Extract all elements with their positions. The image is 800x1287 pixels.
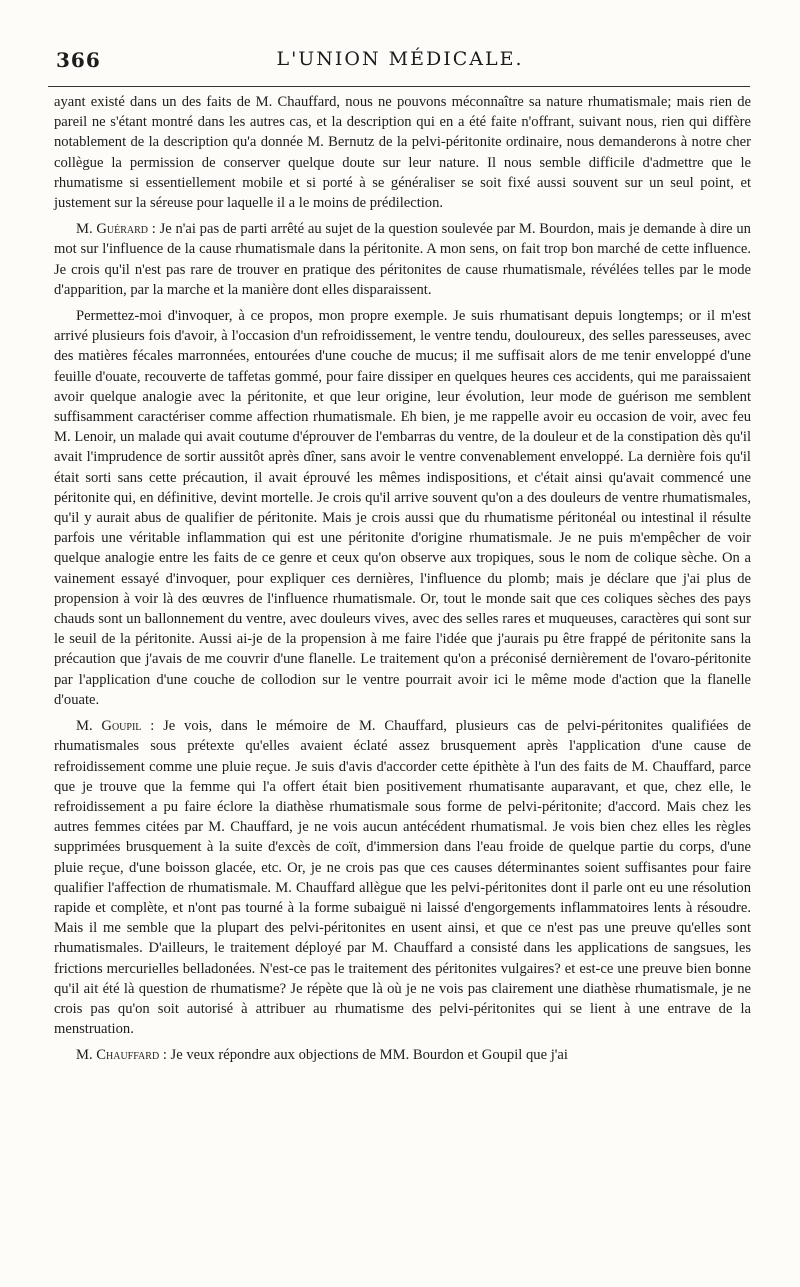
paragraph: [54, 92, 751, 213]
header-rule: [48, 86, 750, 87]
speaker-name: M. Chauffard :: [76, 1047, 167, 1064]
running-title: L'UNION MÉDICALE.: [276, 48, 524, 70]
paragraph: [54, 716, 751, 1039]
paragraph-text: Je veux répondre aux objections de MM. Bourdon et Goupil que j'ai: [170, 1047, 568, 1064]
body-text: [54, 92, 751, 1072]
paragraph-text: Je n'ai pas de parti arrêté au sujet de la question soulevée par M. Bourdon, mais je demande à dire un mot sur l'influence de la cause rhumatismale dans la péritonite. A mon sens, on fait trop bon marché de cette influence. Je crois qu'il n'est pas rare de trouver en pratique des péritonites de cause rhumatismale, révélées telles par le mode d'apparition, par la marche et la manière dont elles disparaissent.: [54, 221, 751, 298]
paragraph-text: Je vois, dans le mémoire de M. Chauffard, plusieurs cas de pelvi-péritonites qualifiées de rhumatismales sous prétexte qu'elles avaient éclaté assez brusquement après l'application d'une cause de refroidissement comme une pluie reçue. Je suis d'avis d'accorder cette épithète à l'un des faits de M. Chauffard, parce que je trouve que la femme qui l'a offert était bien positivement rhumatisante auparavant, et que, chez elle, le refroidissement a pu faire éclore la diathèse rhumatismale sous forme de pelvi-péritonite; d'accord. Mais chez les autres femmes citées par M. Chauffard, je ne vois aucun antécédent rhumatismal. Je vois bien chez elles les règles supprimées brusquement à la suite d'excès de coït, d'immersion dans l'eau froide de quelque partie du corps, d'une pluie reçue, d'une boisson glacée, etc. Or, je ne crois pas que ces causes déterminantes soient suffisantes pour faire qualifier l'affection de rhumatismale. M. Chauffard allègue que les pelvi-péritonites dont il parle ont eu une résolution rapide et complète, et n'ont pas tourné à la forme subaiguë ni laissé d'engorgements inflammatoires lents à résoudre. Mais il me semble que la plupart des pelvi-péritonites en usent ainsi, et que ce n'est pas une preuve qu'elles sont rhumatismales. D'ailleurs, le traitement déployé par M. Chauffard a consisté dans les applications de sangsues, les frictions mercurielles belladonées. N'est-ce pas le traitement des péritonites vulgaires? et est-ce une preuve bien bonne qu'il ait été là question de rhumatisme? Je répète que là où je ne vois pas clairement une diathèse rhumatismale, je ne crois pas qu'on soit autorisé à attribuer au rhumatisme des pelvi-péritonites qui se lient à une entrave de la menstruation.: [54, 718, 751, 1038]
page-number: 366: [56, 48, 101, 72]
paragraph: [54, 306, 751, 710]
speaker-name: M. Guérard :: [76, 221, 156, 238]
page-header: [50, 42, 750, 78]
speaker-name: M. Goupil :: [76, 718, 155, 735]
paragraph-text: Permettez-moi d'invoquer, à ce propos, mon propre exemple. Je suis rhumatisant depuis longtemps; or il m'est arrivé plusieurs fois d'avoir, à l'occasion d'un refroidissement, le ventre tendu, douloureux, des selles paresseuses, avec des matières fécales marronnées, entourées d'une couche de mucus; il me suffisait alors de me tenir enveloppé d'une feuille d'ouate, recouverte de taffetas gommé, pour faire dissiper en quelques heures ces accidents, qui me paraissaient avoir quelque analogie avec la péritonite, et que leur origine, leur évolution, leur mode de guérison me semblent suffisamment caractériser comme affection rhumatismale. Eh bien, je me rappelle avoir eu occasion de voir, avec feu M. Lenoir, un malade qui avait coutume d'éprouver de l'embarras du ventre, de la douleur et de la constipation dès qu'il avait l'imprudence de sortir aussitôt après dîner, sans avoir le ventre convenablement enveloppé. La dernière fois qu'il était sorti sans cette précaution, il avait éprouvé les mêmes indispositions, et c'était ainsi qu'avait commencé une péritonite qui, en définitive, devint mortelle. Je crois qu'il arrive souvent qu'on a des douleurs de ventre rhumatismales, qu'il y aurait abus de qualifier de péritonite. Mais je crois aussi que du rhumatisme péritonéal ou intestinal il résulte parfois une véritable inflammation qui est une péritonite d'origine rhumatismale. Je ne puis m'empêcher de voir quelque analogie entre les faits de ce genre et ceux qu'on observe aux tropiques, sous le nom de colique sèche. On a vainement essayé d'invoquer, pour expliquer ces dernières, l'influence du plomb; mais je déclare que j'ai plus de propension à voir là des œuvres de l'influence rhumatismale. Or, tout le monde sait que ces coliques sèches des pays chauds sont un ballonnement du ventre, avec douleurs vives, avec des selles rares et muqueuses, caractères qui sont sur le seuil de la péritonite. Aussi ai-je de la propension à me faire l'idée que j'aurais pu être frappé de péritonite sans la précaution que j'avais de me couvrir d'une flanelle. Le traitement qu'on a préconisé dernièrement de l'ovaro-péritonite par l'application d'une couche de collodion sur le ventre pourrait avoir ici le même mode d'action que la flanelle d'ouate.: [54, 308, 751, 708]
paragraph: [54, 219, 751, 300]
paragraph: [54, 1045, 751, 1065]
paragraph-text: ayant existé dans un des faits de M. Chauffard, nous ne pouvons méconnaître sa nature rhumatismale; mais rien de pareil ne s'étant montré dans les autres cas, et la description qui en a été faite n'offrant, suivant nous, rien qui diffère notablement de la description qu'a donnée M. Bernutz de la pelvi-péritonite ordinaire, nous demanderons à notre cher collègue la permission de conserver quelque doute sur leur nature. Il nous semble difficile d'admettre que le rhumatisme si essentiellement mobile et si porté à se généraliser se soit fixé aussi souvent sur un seul point, et justement sur la séreuse pour laquelle il a le moins de prédilection.: [54, 94, 751, 212]
